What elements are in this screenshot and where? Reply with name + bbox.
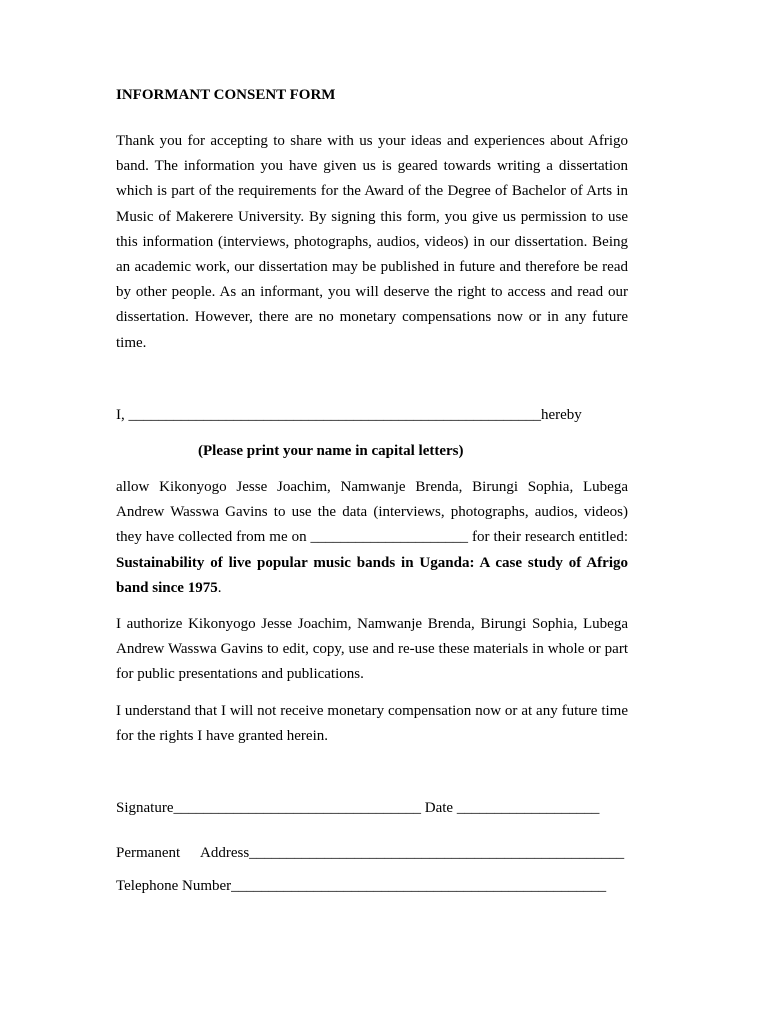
date-label: Date [421, 800, 457, 816]
address-line [116, 844, 628, 863]
allow-text: allow Kikonyogo Jesse Joachim, Namwanje Brenda, Birungi Sophia, Lubega Andrew Wasswa Gavins to use the data (interviews, photographs, audios, videos) they have collected from me on _____________________ for their research entitled: [116, 479, 628, 546]
signature-label: Signature [116, 800, 174, 816]
address-blank-field[interactable]: __________________________________________________ [249, 845, 625, 861]
authorize-paragraph: I authorize Kikonyogo Jesse Joachim, Namwanje Brenda, Birungi Sophia, Lubega Andrew Wasswa Gavins to edit, copy, use and re-use these materials in whole or part for public presentations and publications. [116, 616, 628, 683]
allow-paragraph [116, 475, 628, 601]
name-instruction-note: (Please print your name in capital letters) [198, 443, 464, 459]
permanent-label: Permanent [116, 845, 181, 861]
signature-blank-field[interactable]: _________________________________ [173, 800, 421, 816]
form-title: INFORMANT CONSENT FORM [116, 87, 336, 103]
understand-paragraph: I understand that I will not receive monetary compensation now or at any future time for the rights I have granted herein. [116, 703, 628, 745]
telephone-label: Telephone Number [116, 878, 232, 894]
study-title: Sustainability of live popular music bands in Uganda: A case study of Afrigo band since 1975 [116, 554, 628, 596]
signature-date-line [116, 799, 628, 818]
address-label: Address [200, 845, 250, 861]
name-blank-field[interactable]: _______________________________________________________ [128, 407, 541, 423]
name-prefix: I, [116, 407, 129, 423]
name-suffix: hereby [541, 407, 582, 423]
date-blank-field[interactable]: ___________________ [456, 800, 600, 816]
telephone-line [116, 877, 628, 896]
intro-paragraph: Thank you for accepting to share with us your ideas and experiences about Afrigo band. The information you have given us is geared towards writing a dissertation which is part of the requirements for the Award of the Degree of Bachelor of Arts in Music of Makerere University. By signing this form, you give us permission to use this information (interviews, photographs, audios, videos) in our dissertation. Being an academic work, our dissertation may be published in future and therefore be read by other people. As an informant, you will deserve the right to access and read our dissertation. However, there are no monetary compensations now or in any future time. [116, 133, 628, 351]
allow-text-end: . [217, 579, 222, 596]
telephone-blank-field[interactable]: __________________________________________________ [231, 878, 607, 894]
name-line [116, 406, 628, 425]
